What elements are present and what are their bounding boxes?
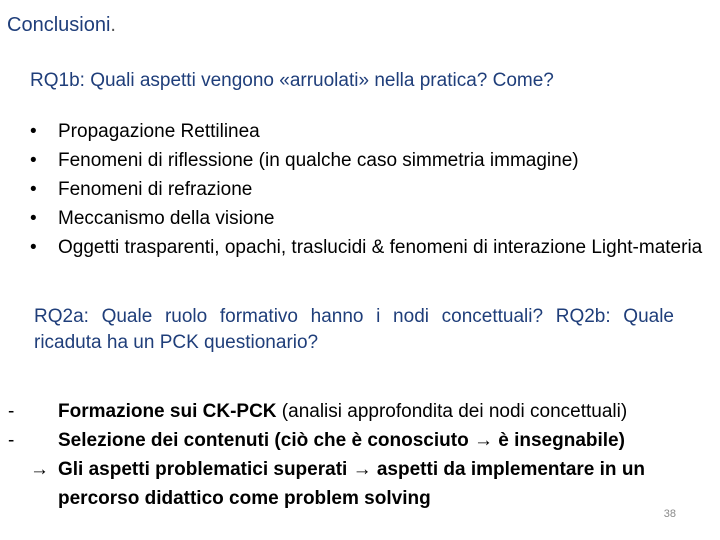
dash-marker: - — [8, 430, 15, 451]
arrow-right-icon: → — [30, 459, 49, 480]
slide-title-punct: . — [110, 14, 116, 36]
conclusion-bold-text: Selezione dei contenuti (ciò che è conosciuto — [58, 430, 474, 451]
list-item — [30, 146, 710, 175]
research-question-1b: RQ1b: Quali aspetti vengono «arruolati» nella pratica? Come? — [30, 70, 554, 91]
page-number: 38 — [663, 508, 676, 520]
list-item-text: Propagazione Rettilinea — [58, 121, 260, 142]
conclusion-bold-text: è insegnabile) — [492, 430, 625, 451]
conclusion-item-problems — [6, 455, 720, 513]
list-item-text: Fenomeni di refrazione — [58, 179, 253, 200]
list-item-text: Meccanismo della visione — [58, 208, 275, 229]
list-item-text: Oggetti trasparenti, opachi, traslucidi & fenomeni di interazione Light-materia — [58, 237, 703, 258]
bullet-icon: • — [30, 121, 37, 142]
aspects-list — [30, 117, 710, 262]
conclusion-bold-text: Formazione sui CK-PCK — [58, 401, 277, 422]
list-item — [30, 204, 710, 233]
list-item — [30, 175, 710, 204]
bullet-icon: • — [30, 179, 37, 200]
conclusion-item-training — [6, 397, 720, 426]
dash-marker: - — [8, 401, 15, 422]
list-item — [30, 117, 710, 146]
conclusion-item-selection — [6, 426, 720, 455]
bullet-icon: • — [30, 237, 37, 258]
conclusion-bold-text: Gli aspetti problematici superati — [58, 459, 353, 480]
conclusions-list — [6, 397, 720, 513]
slide-title-text: Conclusioni — [7, 14, 111, 36]
list-item — [30, 233, 710, 262]
bullet-icon: • — [30, 150, 37, 171]
conclusion-text: (analisi approfondita dei nodi concettuali) — [276, 401, 628, 422]
list-item-text: Fenomeni di riflessione (in qualche caso simmetria immagine) — [58, 150, 579, 171]
conclusion-bold-text: aspetti da implementare in un percorso didattico come problem solving — [58, 459, 646, 509]
bullet-icon: • — [30, 208, 37, 229]
arrow-right-icon: → — [473, 430, 493, 451]
slide-title — [7, 14, 116, 37]
research-question-2: RQ2a: Quale ruolo formativo hanno i nodi concettuali? RQ2b: Quale ricaduta ha un PCK questionario? — [34, 306, 674, 353]
arrow-right-icon: → — [352, 459, 372, 480]
